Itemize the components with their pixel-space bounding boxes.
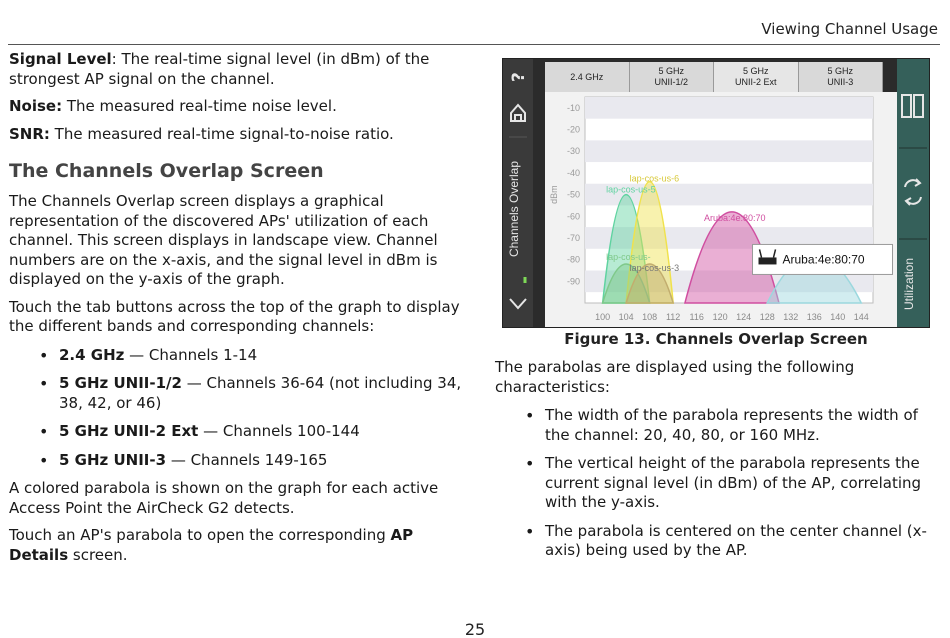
tab-5ghz-unii-1-2[interactable] — [630, 62, 715, 92]
tabs-intro-paragraph: Touch the tab buttons across the top of the graph to display the different bands and corresponding channels: — [9, 297, 460, 335]
left-column — [9, 50, 469, 573]
right-toolbar — [897, 59, 929, 328]
chevron-down-icon[interactable] — [510, 299, 526, 308]
chart-area — [545, 92, 899, 328]
x-tick-label: 112 — [665, 312, 681, 322]
tab-5ghz-unii-2-ext[interactable] — [714, 62, 799, 92]
layout-icon[interactable] — [902, 95, 923, 117]
x-tick-label: 140 — [830, 312, 846, 322]
band-text: — Channels 36-64 (not including 34, 38, 42, or 46) — [59, 374, 462, 412]
band-text: — Channels 100-144 — [198, 422, 360, 440]
intro-paragraph: The Channels Overlap screen displays a graphical representation of the discovered APs' utilization of each channel. This screen displays in landscape view. Channel numbers are on the x-axis, and the signal level in dBm is displayed on the y-axis of the graph. — [9, 192, 438, 288]
list-item — [9, 346, 469, 366]
x-tick-label: 144 — [853, 312, 869, 322]
parabola-paragraph: A colored parabola is shown on the graph for each active Access Point the AirCheck G2 detects. — [9, 479, 439, 517]
page-number: 25 — [464, 620, 486, 638]
y-tick-label: -60 — [566, 211, 580, 222]
noise-text: The measured real-time noise level. — [62, 97, 337, 115]
left-toolbar-icons — [503, 59, 533, 328]
x-tick-label: 116 — [689, 312, 704, 322]
snr-text: The measured real-time signal-to-noise ratio. — [49, 124, 394, 143]
section-title: The Channels Overlap Screen — [9, 160, 324, 182]
left-vertical-label[interactable]: Channels Overlap — [507, 160, 521, 258]
tab-5ghz-unii-3[interactable] — [799, 62, 884, 92]
tab-label: 5 GHz UNII-2 Ext — [734, 66, 777, 87]
channels-overlap-chart — [545, 92, 899, 328]
x-tick-label: 100 — [595, 312, 611, 322]
list-item: • The width of the parabola represents the width of the channel: 20, 40, 80, or 160 MHz. — [495, 406, 940, 445]
back-home-icon[interactable] — [511, 105, 525, 121]
list-item — [9, 422, 469, 442]
help-icon[interactable]: ? — [509, 72, 529, 82]
signal-level-term: Signal Level — [9, 50, 112, 68]
list-item: • The vertical height of the parabola represents the current signal level (in dBm) of the AP, correlating with the y-axis. — [495, 454, 940, 513]
band-text: — Channels 1-14 — [124, 345, 258, 364]
page-header: Viewing Channel Usage — [761, 20, 938, 38]
left-toolbar — [503, 59, 533, 328]
y-tick-label: -20 — [566, 124, 580, 135]
y-axis-label: dBm — [549, 185, 559, 204]
band-term: 5 GHz UNII-2 Ext — [59, 422, 199, 440]
header-rule — [8, 44, 940, 45]
x-tick-label: 128 — [759, 312, 775, 322]
x-tick-label: 136 — [806, 312, 822, 322]
series-label: lap-cos-us-5 — [606, 184, 656, 195]
y-tick-label: -70 — [566, 232, 580, 243]
list-item — [9, 374, 469, 413]
signal-level-definition — [9, 50, 469, 89]
y-tick-label: -90 — [566, 276, 580, 287]
band-term: 2.4 GHz — [59, 345, 125, 364]
right-toolbar-icons — [897, 59, 929, 328]
y-tick-label: -50 — [566, 189, 580, 200]
tab-2-4ghz[interactable] — [545, 62, 630, 92]
x-tick-label: 104 — [618, 312, 634, 322]
band-list — [9, 346, 469, 471]
tab-label: 5 GHz UNII-1/2 — [654, 66, 688, 87]
y-tick-label: -10 — [566, 102, 580, 113]
noise-term: Noise: — [9, 97, 63, 115]
grid-band — [585, 97, 873, 119]
touch-text-post: screen. — [68, 545, 128, 564]
series-label: Aruba:4e:80:70 — [703, 212, 766, 223]
x-tick-label: 120 — [712, 312, 728, 322]
channels-overlap-screenshot — [502, 58, 930, 328]
parabola-intro: The parabolas are displayed using the following characteristics: — [495, 358, 855, 396]
snr-definition — [9, 125, 469, 145]
tab-label: 5 GHz UNII-3 — [827, 66, 854, 87]
right-vertical-label[interactable]: Utilization — [902, 257, 916, 311]
series-label: lap-cos-us- — [606, 251, 651, 262]
touch-paragraph — [9, 526, 469, 565]
band-tabs — [545, 62, 883, 92]
signal-level-text: : The real-time signal level (in dBm) of the strongest AP signal on the channel. — [9, 50, 430, 88]
y-tick-label: -80 — [566, 254, 580, 265]
characteristics-list — [495, 406, 940, 561]
list-item — [9, 451, 469, 471]
refresh-icon[interactable] — [905, 179, 921, 205]
series-label: lap-cos-us-6 — [629, 173, 680, 184]
figure-caption: Figure 13. Channels Overlap Screen — [564, 330, 868, 348]
series-label: lap-cos-us-3 — [629, 262, 680, 273]
y-tick-label: -40 — [566, 167, 580, 178]
band-term: 5 GHz UNII-3 — [59, 450, 167, 469]
tab-label: 2.4 GHz — [570, 71, 604, 82]
x-tick-label: 124 — [736, 312, 752, 322]
band-term: 5 GHz UNII-1/2 — [59, 374, 182, 392]
right-column — [495, 358, 940, 570]
snr-term: SNR: — [9, 124, 50, 143]
y-tick-label: -30 — [566, 146, 580, 157]
touch-text-pre: Touch an AP's parabola to open the corresponding — [9, 526, 391, 544]
tooltip-label: Aruba:4e:80:70 — [782, 252, 865, 267]
grid-band — [585, 140, 873, 162]
ap-details-term: AP Details — [9, 526, 414, 564]
x-tick-label: 108 — [642, 312, 658, 322]
band-text: — Channels 149-165 — [166, 450, 328, 469]
x-tick-label: 132 — [783, 312, 799, 322]
noise-definition — [9, 97, 469, 117]
list-item: • The parabola is centered on the center channel (x-axis) being used by the AP. — [495, 522, 940, 561]
